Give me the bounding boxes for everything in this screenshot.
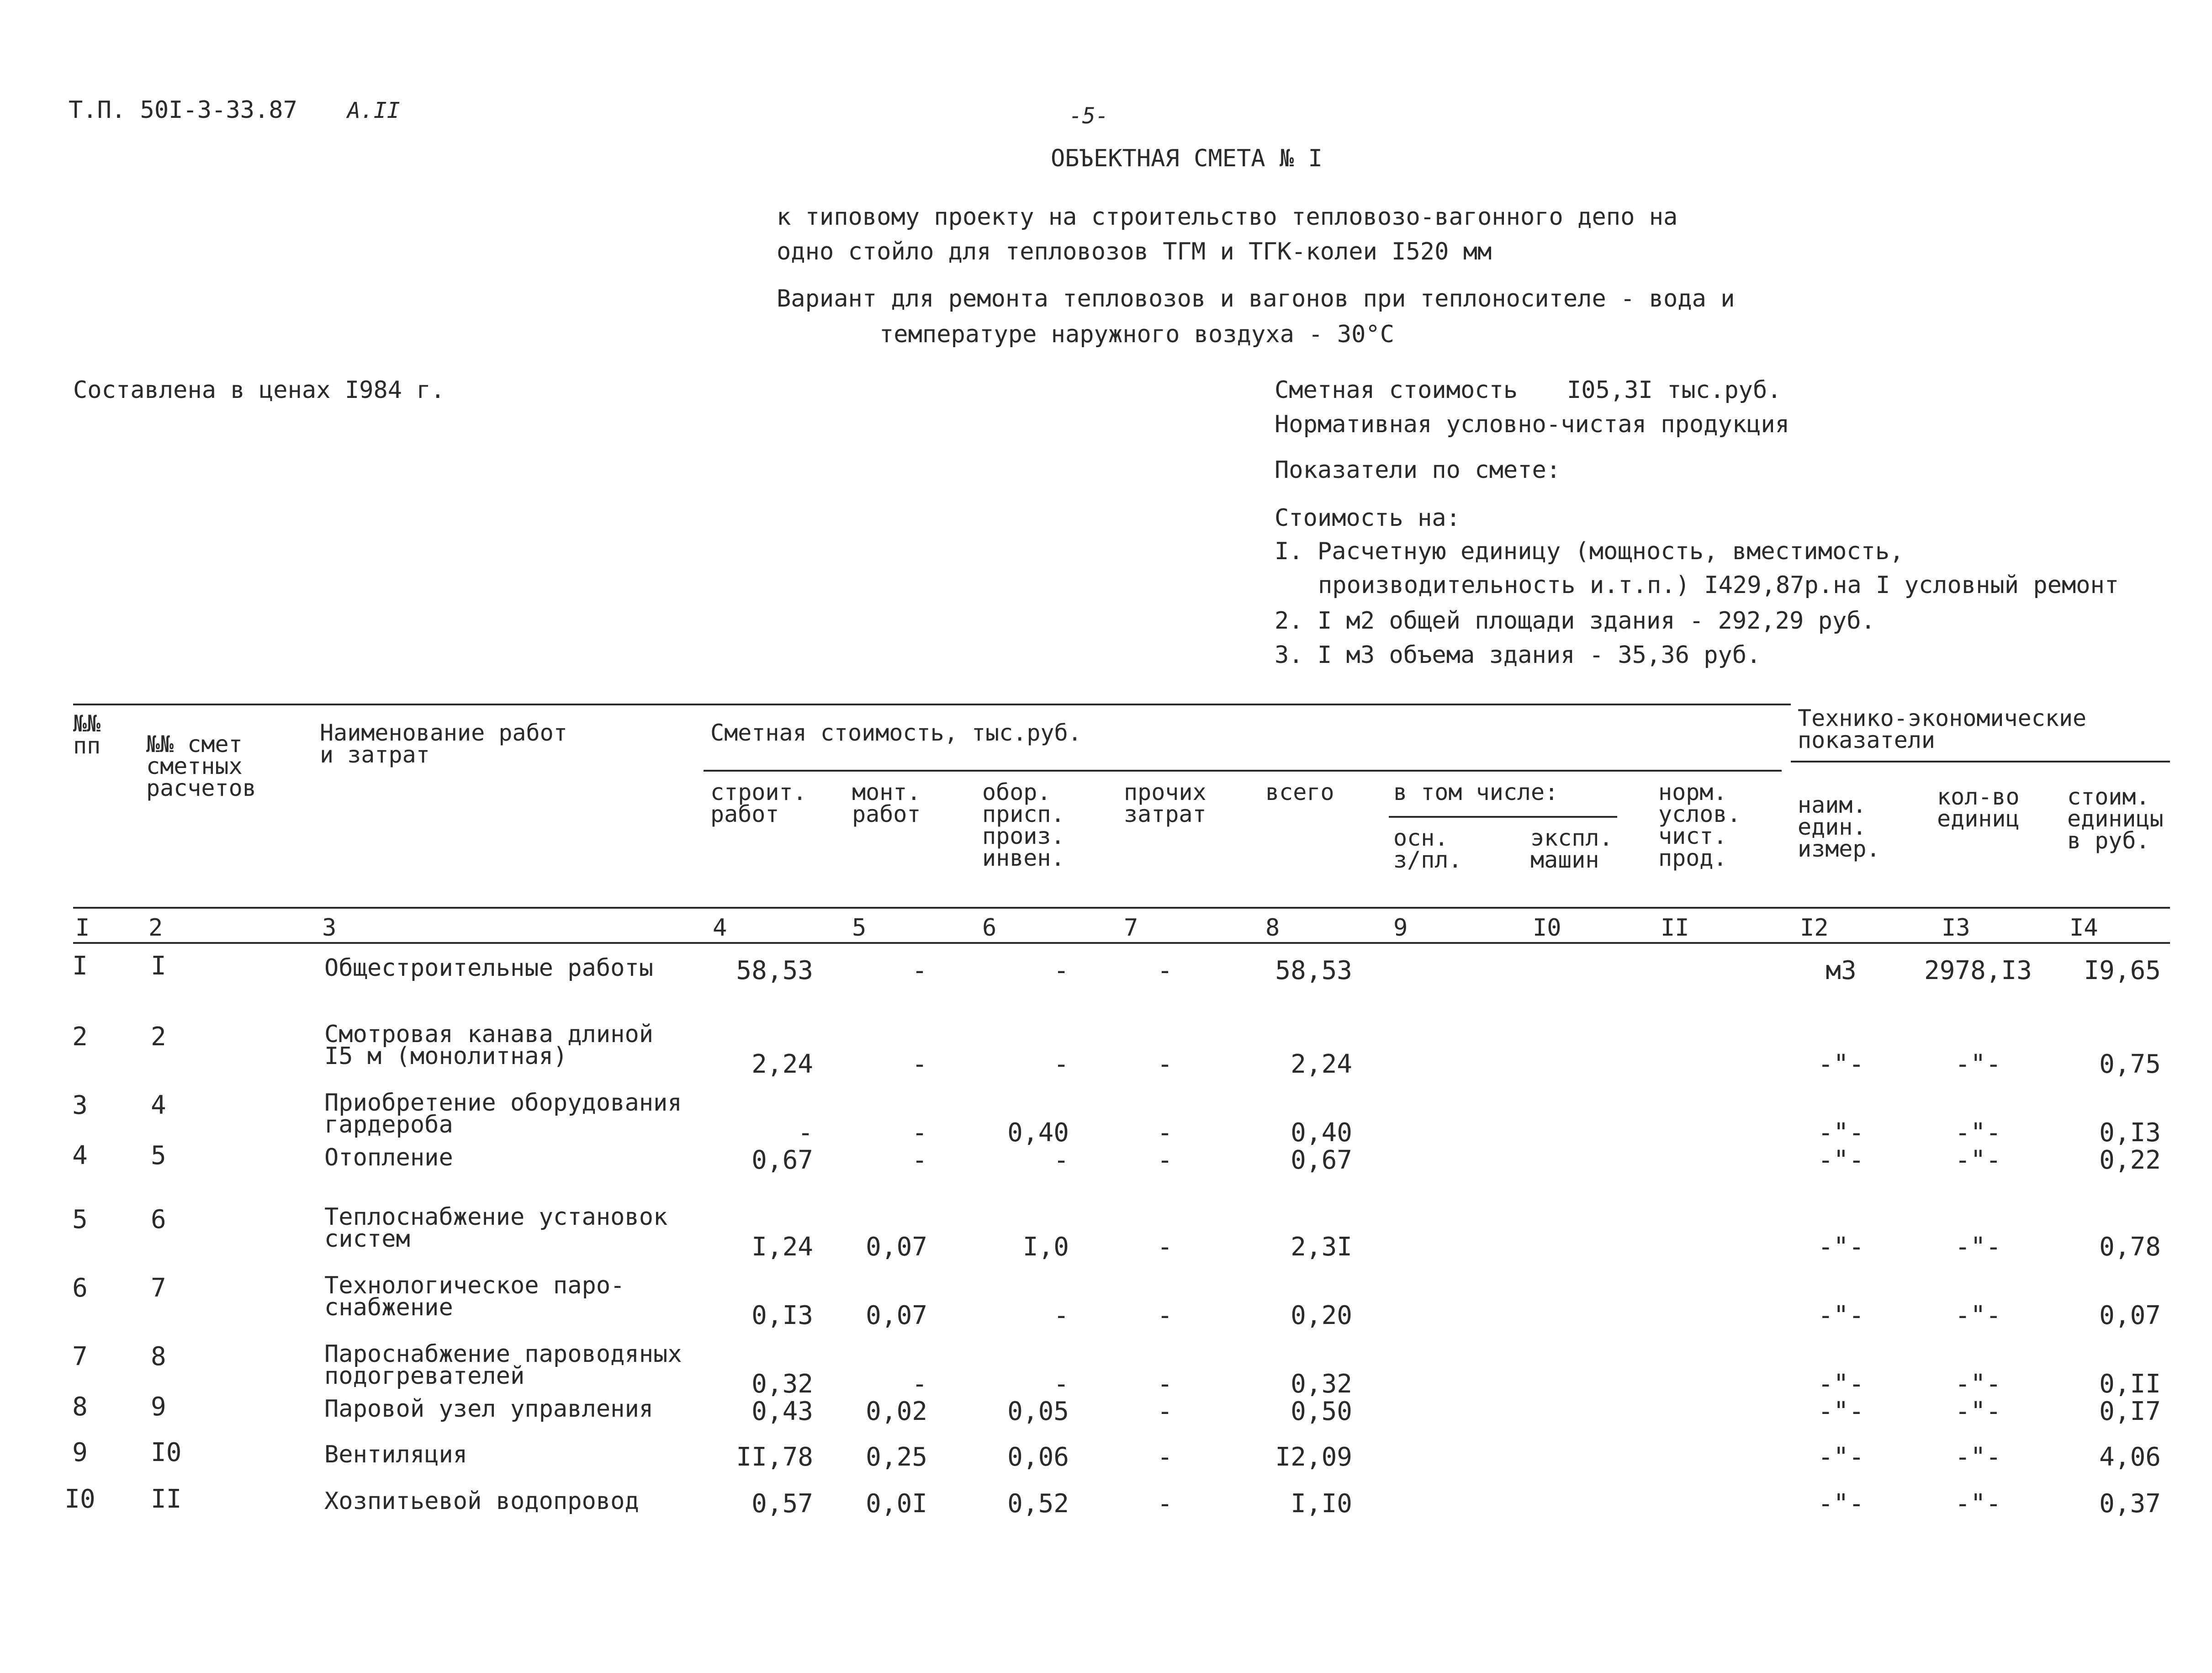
cell-qty: -"- (1955, 1145, 2001, 1175)
header-col-2: №№ смет сметных расчетов (146, 731, 256, 801)
cell-other: - (1157, 1397, 1173, 1426)
cell-other: - (1157, 1145, 1173, 1175)
indicators-label: Показатели по смете: (1275, 456, 1561, 484)
header-tech-group: Технико-экономические показатели (1798, 705, 2087, 753)
cell-equip: - (1053, 956, 1069, 985)
column-number: II (1661, 914, 1689, 942)
column-number: 6 (982, 914, 997, 942)
normative-label: Нормативная условно-чистая продукция (1275, 411, 1790, 438)
cell-est: 2 (151, 1022, 166, 1052)
cell-qty: 2978,I3 (1924, 956, 2032, 985)
header-col-7: прочих затрат (1124, 779, 1207, 827)
cell-total: 0,32 (1291, 1369, 1352, 1399)
cell-n: 3 (72, 1091, 88, 1120)
column-number: I2 (1800, 914, 1829, 942)
cell-est: II (151, 1484, 182, 1514)
cell-equip: - (1053, 1145, 1069, 1175)
cell-mont: - (912, 1049, 927, 1079)
column-number: I4 (2069, 914, 2098, 942)
cell-unit: -"- (1818, 1049, 1864, 1079)
cell-price: 0,II (2099, 1369, 2161, 1399)
cell-other: - (1157, 1049, 1173, 1079)
cell-other: - (1157, 1301, 1173, 1330)
cell-unit: м3 (1826, 956, 1857, 985)
tech-subheader-line (1791, 761, 2170, 762)
cell-equip: 0,40 (1007, 1118, 1069, 1148)
column-number: 8 (1265, 914, 1280, 942)
cell-qty: -"- (1955, 1232, 2001, 1262)
cell-mont: - (912, 1145, 927, 1175)
cell-build: 0,I3 (751, 1301, 813, 1330)
column-number: 3 (322, 914, 337, 942)
cell-name: Приобретение оборудования (324, 1089, 682, 1117)
cell-total: I,I0 (1291, 1489, 1352, 1519)
header-incl-group: в том числе: (1393, 779, 1559, 805)
column-number: 9 (1393, 914, 1408, 942)
cost-label: Сметная стоимость (1275, 376, 1518, 404)
header-cost-group: Сметная стоимость, тыс.руб. (710, 720, 1082, 746)
variant-line-1: Вариант для ремонта тепловозов и вагонов при теплоносителе - вода и (777, 285, 1735, 312)
cell-mont: 0,07 (866, 1232, 927, 1262)
column-number: I0 (1533, 914, 1561, 942)
incl-subheader-line (1389, 816, 1617, 818)
cell-build: 0,57 (751, 1489, 813, 1519)
cell-other: - (1157, 1369, 1173, 1399)
cell-mont: - (912, 1118, 927, 1148)
cell-unit: -"- (1818, 1145, 1864, 1175)
header-col-8: всего (1265, 779, 1334, 805)
cell-price: 0,75 (2099, 1049, 2161, 1079)
indicator-1-line-1: I. Расчетную единицу (мощность, вместимость, (1275, 538, 1904, 565)
cell-mont: 0,25 (866, 1442, 927, 1472)
cell-total: I2,09 (1275, 1442, 1352, 1472)
cell-equip: 0,05 (1007, 1397, 1069, 1426)
page-number: -5- (1069, 103, 1109, 129)
cell-price: I9,65 (2084, 956, 2161, 985)
cell-name: подогревателей (324, 1362, 525, 1390)
indicator-1-line-2: производительность и.т.п.) I429,87р.на I условный ремонт (1318, 572, 2119, 599)
column-number: 4 (713, 914, 727, 942)
cell-qty: -"- (1955, 1442, 2001, 1472)
cell-qty: -"- (1955, 1118, 2001, 1148)
cell-total: 0,20 (1291, 1301, 1352, 1330)
cell-n: 9 (72, 1438, 88, 1467)
cell-qty: -"- (1955, 1397, 2001, 1426)
header-col-12: наим. един. измер. (1798, 792, 1880, 862)
cell-est: 8 (151, 1342, 166, 1371)
header-col-9: осн. з/пл. (1393, 825, 1462, 873)
cell-equip: 0,52 (1007, 1489, 1069, 1519)
header-col-4: строит. работ (710, 779, 807, 827)
cell-unit: -"- (1818, 1442, 1864, 1472)
cell-n: 7 (72, 1342, 88, 1371)
column-number: 7 (1124, 914, 1138, 942)
header-col-10: экспл. машин (1530, 825, 1613, 873)
indicator-3: 3. I м3 объема здания - 35,36 руб. (1275, 641, 1761, 669)
cell-build: 0,67 (751, 1145, 813, 1175)
document-title: ОБЪЕКТНАЯ СМЕТА № I (1051, 145, 1323, 172)
cell-est: 6 (151, 1205, 166, 1234)
cell-name: снабжение (324, 1294, 453, 1321)
cell-est: 5 (151, 1141, 166, 1170)
cost-per-label: Стоимость на: (1275, 504, 1461, 532)
cell-unit: -"- (1818, 1369, 1864, 1399)
cell-name: Теплоснабжение установок (324, 1203, 668, 1231)
cell-mont: 0,07 (866, 1301, 927, 1330)
cell-unit: -"- (1818, 1232, 1864, 1262)
header-col-11: норм. услов. чист. прод. (1658, 779, 1741, 871)
cell-n: I0 (64, 1484, 95, 1514)
cell-name: Паровой узел управления (324, 1395, 654, 1423)
cell-name: гардероба (324, 1111, 453, 1138)
cell-equip: I,0 (1022, 1232, 1069, 1262)
cell-price: 0,I7 (2099, 1397, 2161, 1426)
cell-est: 9 (151, 1392, 166, 1422)
cell-other: - (1157, 1489, 1173, 1519)
cell-n: 8 (72, 1392, 88, 1422)
cell-equip: 0,06 (1007, 1442, 1069, 1472)
cell-name: Технологическое паро- (324, 1272, 625, 1299)
document-code: Т.П. 50I-3-33.87 (69, 96, 297, 124)
cell-unit: -"- (1818, 1397, 1864, 1426)
header-col-1: №№ пп (73, 710, 101, 759)
cell-n: 2 (72, 1022, 88, 1052)
cell-total: 58,53 (1275, 956, 1352, 985)
cell-name: I5 м (монолитная) (324, 1043, 568, 1070)
cell-name: Общестроительные работы (324, 954, 654, 982)
cell-name: Хозпитьевой водопровод (324, 1488, 639, 1515)
cell-build: - (798, 1118, 813, 1148)
cell-equip: - (1053, 1369, 1069, 1399)
cell-total: 2,3I (1291, 1232, 1352, 1262)
cell-price: 0,07 (2099, 1301, 2161, 1330)
compiled-prices: Составлена в ценах I984 г. (73, 376, 445, 404)
column-number: I (75, 914, 90, 942)
cell-name: систем (324, 1225, 410, 1253)
cell-unit: -"- (1818, 1301, 1864, 1330)
cost-subheader-line (704, 770, 1782, 772)
cell-name: Отопление (324, 1144, 453, 1171)
cell-n: I (72, 951, 88, 981)
cell-other: - (1157, 1232, 1173, 1262)
cell-equip: - (1053, 1301, 1069, 1330)
header-col-6: обор. присп. произ. инвен. (982, 779, 1065, 871)
header-col-14: стоим. единицы в руб. (2067, 784, 2164, 854)
album-label: А.II (347, 98, 400, 123)
cell-name: Пароснабжение пароводяных (324, 1340, 682, 1368)
cell-mont: 0,0I (866, 1489, 927, 1519)
cell-other: - (1157, 1442, 1173, 1472)
cell-qty: -"- (1955, 1369, 2001, 1399)
cost-value: I05,3I тыс.руб. (1567, 376, 1782, 404)
cell-unit: -"- (1818, 1489, 1864, 1519)
cell-qty: -"- (1955, 1301, 2001, 1330)
cell-build: 0,32 (751, 1369, 813, 1399)
column-number: 5 (852, 914, 867, 942)
cell-build: 2,24 (751, 1049, 813, 1079)
cell-build: I,24 (751, 1232, 813, 1262)
cell-qty: -"- (1955, 1489, 2001, 1519)
indicator-2: 2. I м2 общей площади здания - 292,29 руб. (1275, 607, 1875, 635)
cell-other: - (1157, 1118, 1173, 1148)
cell-total: 0,67 (1291, 1145, 1352, 1175)
cell-price: 0,22 (2099, 1145, 2161, 1175)
cell-n: 6 (72, 1273, 88, 1303)
cell-mont: 0,02 (866, 1397, 927, 1426)
header-col-5: монт. работ (852, 779, 921, 827)
header-col-13: кол-во единиц (1937, 784, 2020, 832)
cell-n: 4 (72, 1141, 88, 1170)
cell-est: I (151, 951, 166, 981)
cell-total: 0,50 (1291, 1397, 1352, 1426)
subtitle-line-1: к типовому проекту на строительство тепловозо-вагонного депо на (777, 203, 1678, 231)
cell-price: 0,78 (2099, 1232, 2161, 1262)
col-numbers-border (73, 942, 2170, 944)
header-col-3: Наименование работ и затрат (320, 720, 567, 768)
cell-build: 0,43 (751, 1397, 813, 1426)
cell-price: 0,I3 (2099, 1118, 2161, 1148)
cell-price: 0,37 (2099, 1489, 2161, 1519)
cell-equip: - (1053, 1049, 1069, 1079)
variant-line-2: температуре наружного воздуха - 30°С (879, 321, 1395, 348)
cell-n: 5 (72, 1205, 88, 1234)
cell-unit: -"- (1818, 1118, 1864, 1148)
column-number: 2 (148, 914, 163, 942)
cell-mont: - (912, 1369, 927, 1399)
cell-qty: -"- (1955, 1049, 2001, 1079)
cell-total: 0,40 (1291, 1118, 1352, 1148)
table-top-border (73, 704, 1791, 705)
column-number: I3 (1942, 914, 1970, 942)
cell-build: 58,53 (736, 956, 813, 985)
cell-price: 4,06 (2099, 1442, 2161, 1472)
cell-est: 4 (151, 1091, 166, 1120)
cell-other: - (1157, 956, 1173, 985)
subtitle-line-2: одно стойло для тепловозов ТГМ и ТГК-колеи I520 мм (777, 238, 1492, 265)
cell-name: Смотровая канава длиной (324, 1021, 654, 1048)
cell-mont: - (912, 956, 927, 985)
cell-build: II,78 (736, 1442, 813, 1472)
header-bottom-border (73, 907, 2170, 909)
cell-name: Вентиляция (324, 1441, 468, 1468)
cell-est: I0 (151, 1438, 182, 1467)
cell-est: 7 (151, 1273, 166, 1303)
cell-total: 2,24 (1291, 1049, 1352, 1079)
